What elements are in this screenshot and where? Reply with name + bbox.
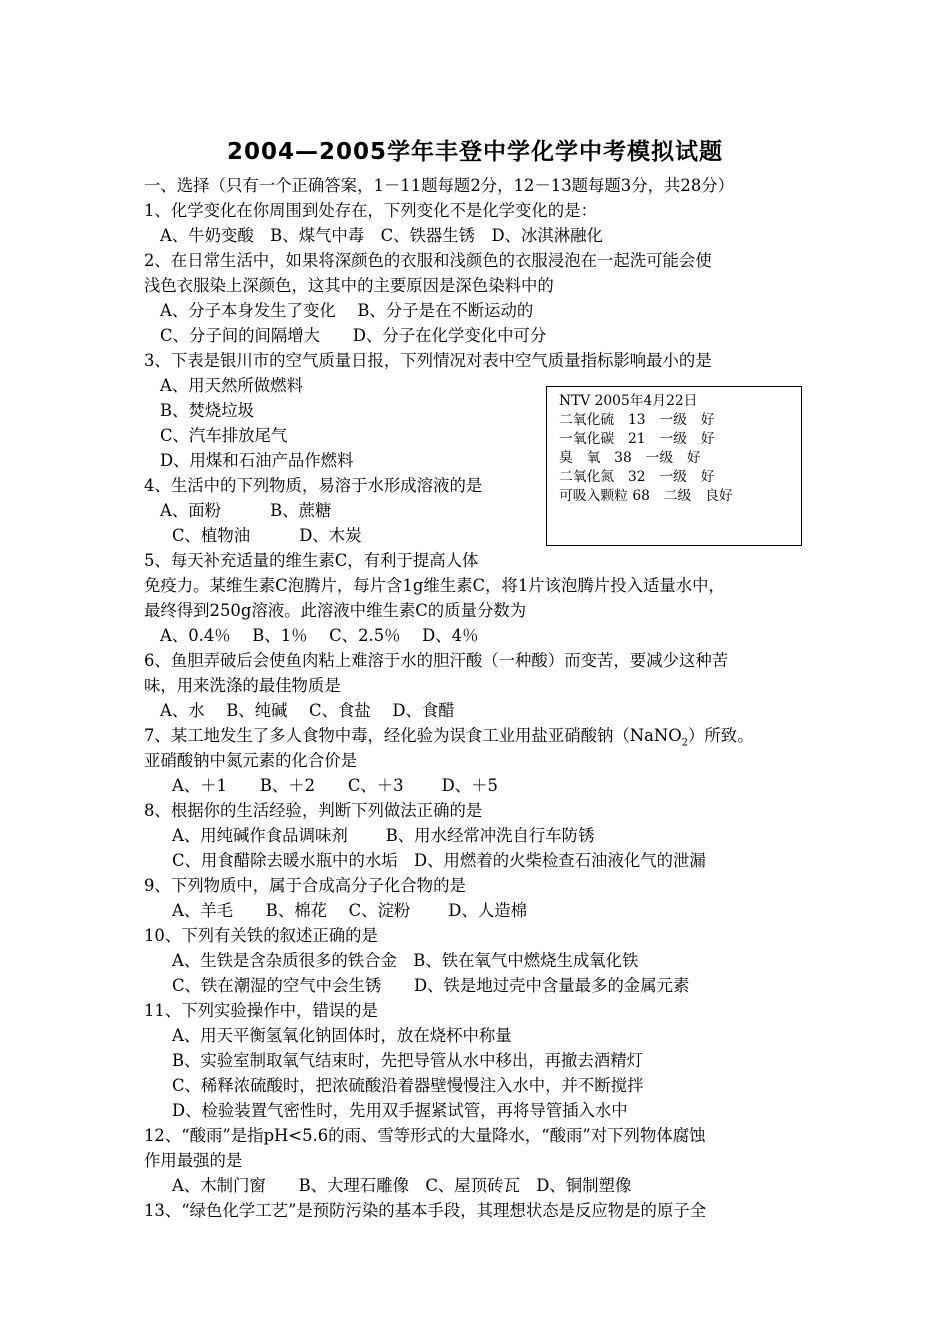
air-quality-row: 二氧化氮 32 一级 好	[559, 469, 715, 485]
question-3-option-d: D、用煤和石油产品作燃料	[160, 451, 354, 470]
question-10-options-cd: C、铁在潮湿的空气中会生锈 D、铁是地过壳中含量最多的金属元素	[172, 976, 690, 995]
question-2-options-ab: A、分子本身发生了变化 B、分子是在不断运动的	[160, 301, 534, 320]
question-7-options: A、＋1 B、＋2 C、＋3 D、＋5	[172, 776, 498, 795]
question-9-options: A、羊毛 B、棉花 C、淀粉 D、人造棉	[172, 901, 528, 920]
air-quality-row: 一氧化碳 21 一级 好	[559, 431, 715, 447]
question-5-cont2: 最终得到250g溶液。此溶液中维生素C的质量分数为	[144, 601, 527, 620]
question-3-option-b: B、焚烧垃圾	[160, 401, 254, 420]
question-8: 8、根据你的生活经验，判断下列做法正确的是	[144, 801, 483, 820]
question-1-options: A、牛奶变酸 B、煤气中毒 C、铁器生锈 D、冰淇淋融化	[160, 226, 603, 245]
question-2-options-cd: C、分子间的间隔增大 D、分子在化学变化中可分	[160, 326, 547, 345]
air-quality-row: 二氧化硫 13 一级 好	[559, 412, 715, 428]
page-title: 2004—2005学年丰登中学化学中考模拟试题	[226, 139, 724, 165]
question-12: 12、“酸雨”是指pH<5.6的雨、雪等形式的大量降水，“酸雨”对下列物体腐蚀	[144, 1126, 706, 1145]
question-7-tail: ）所致。	[688, 726, 754, 745]
question-5-options: A、0.4％ B、1％ C、2.5％ D、4％	[160, 626, 479, 645]
question-3: 3、下表是银川市的空气质量日报，下列情况对表中空气质量指标影响最小的是	[144, 351, 712, 370]
question-11-option-a: A、用天平衡氢氧化钠固体时，放在烧杯中称量	[172, 1026, 512, 1045]
question-1: 1、化学变化在你周围到处存在，下列变化不是化学变化的是：	[144, 201, 597, 220]
question-8-options-cd: C、用食醋除去暖水瓶中的水垢 D、用燃着的火柴检查石油液化气的泄漏	[172, 851, 706, 870]
question-3-option-c: C、汽车排放尾气	[160, 426, 288, 445]
question-12-options: A、木制门窗 B、大理石雕像 C、屋顶砖瓦 D、铜制塑像	[172, 1176, 632, 1195]
air-quality-row: 臭 氧 38 一级 好	[559, 450, 701, 466]
question-9: 9、下列物质中，属于合成高分子化合物的是	[144, 876, 466, 895]
air-quality-header: NTV 2005年4月22日	[559, 393, 698, 409]
question-4: 4、生活中的下列物质，易溶于水形成溶液的是	[144, 476, 483, 495]
question-11: 11、下列实验操作中，错误的是	[144, 1001, 378, 1020]
question-4-options-ab: A、面粉 B、蔗糖	[160, 501, 332, 520]
air-quality-row: 可吸入颗粒 68 二级 良好	[559, 488, 733, 504]
question-7-text: 7、某工地发生了多人食物中毒，经化验为误食工业用盐亚硝酸钠（NaNO	[144, 726, 682, 745]
question-7-cont: 亚硝酸钠中氮元素的化合价是	[144, 751, 358, 770]
question-10: 10、下列有关铁的叙述正确的是	[144, 926, 378, 945]
question-4-options-cd: C、植物油 D、木炭	[172, 526, 362, 545]
question-6-options: A、水 B、纯碱 C、食盐 D、食醋	[160, 701, 455, 720]
question-2-cont: 浅色衣服染上深颜色，这其中的主要原因是深色染料中的	[144, 276, 554, 295]
question-11-option-b: B、实验室制取氧气结束时，先把导管从水中移出，再撤去酒精灯	[172, 1051, 643, 1070]
question-5: 5、每天补充适量的维生素C，有利于提高人体	[144, 551, 479, 570]
question-11-option-c: C、稀释浓硫酸时，把浓硫酸沿着器壁慢慢注入水中，并不断搅拌	[172, 1076, 644, 1095]
question-3-option-a: A、用天然所做燃料	[160, 376, 303, 395]
question-2: 2、在日常生活中，如果将深颜色的衣服和浅颜色的衣服浸泡在一起洗可能会使	[144, 251, 712, 270]
question-10-options-ab: A、生铁是含杂质很多的铁合金 B、铁在氧气中燃烧生成氧化铁	[172, 951, 639, 970]
question-7-subscript: 2	[681, 737, 689, 749]
question-8-options-ab: A、用纯碱作食品调味剂 B、用水经常冲洗自行车防锈	[172, 826, 595, 845]
question-6: 6、鱼胆弄破后会使鱼肉粘上难溶于水的胆汗酸（一种酸）而变苦，要减少这种苦	[144, 651, 729, 670]
question-5-cont: 免疫力。某维生素C泡腾片，每片含1g维生素C，将1片该泡腾片投入适量水中，	[144, 576, 725, 595]
question-11-option-d: D、检验装置气密性时，先用双手握紧试管，再将导管插入水中	[172, 1101, 628, 1120]
section-heading: 一、选择（只有一个正确答案，1－11题每题2分，12－13题每题3分，共28分）	[144, 176, 735, 195]
question-13: 13、“绿色化学工艺”是预防污染的基本手段，其理想状态是反应物是的原子全	[144, 1201, 707, 1220]
question-6-cont: 味，用来洗涤的最佳物质是	[144, 676, 341, 695]
question-12-cont: 作用最强的是	[144, 1151, 243, 1170]
air-quality-report-box	[546, 386, 802, 546]
